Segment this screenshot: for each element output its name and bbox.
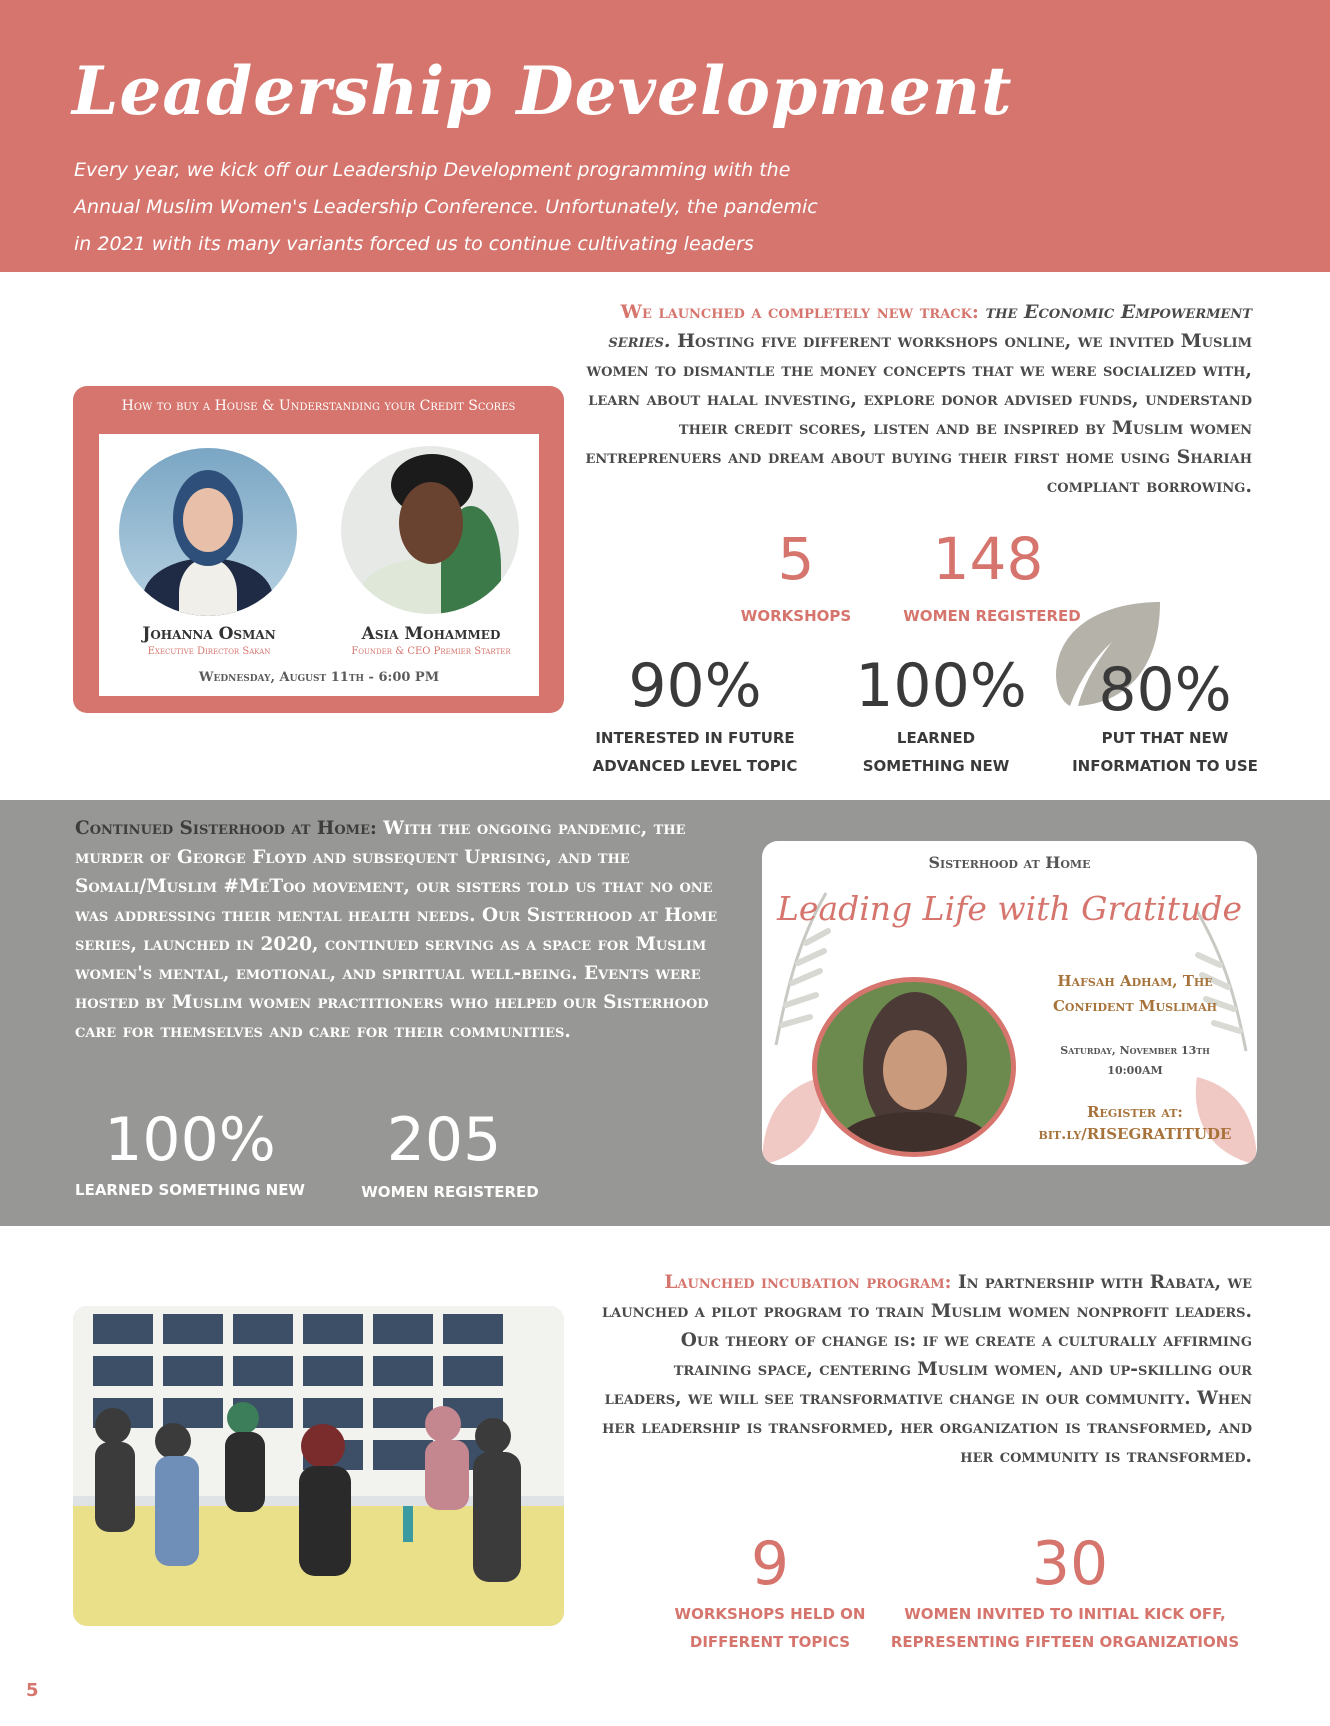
incubation-group-photo	[73, 1306, 564, 1626]
page-number: 5	[26, 1680, 39, 1701]
stat-interested-label-line2: ADVANCED LEVEL TOPIC	[592, 757, 798, 775]
sisterhood-body: With the ongoing pandemic, the murder of George Floyd and subsequent Uprising, and the Somali/Muslim #MeToo movement, our sisters told us that no one was addressing their mental health needs. Our Sisterhood at Home series, launched in 2020, continued serving as a space for Muslim women's mental, emotional, and spiritual well-being. Events were hosted by Muslim women practitioners who helped our Sisterhood care for themselves and care for their communities.	[75, 818, 718, 1042]
intro-paragraph: Every year, we kick off our Leadership Development programming with the Annual Muslim Women's Leadership Conference. Unfortunately, the pandemic in 2021 with its many variants forced us to continue cultivating leaders digitally.	[74, 159, 818, 292]
flyer-body	[99, 434, 539, 696]
stat-used-label-line1: PUT THAT NEW	[1101, 729, 1229, 747]
stat-learned-value: 100%	[855, 651, 1027, 721]
bookshelf-classroom-image	[73, 1306, 564, 1626]
stat-used-label-line2: INFORMATION TO USE	[1072, 757, 1258, 775]
flyer-register-label: Register at:	[1087, 1103, 1183, 1121]
economic-track-name: the Economic Empowerment series.	[608, 301, 1252, 352]
stat-registered-label: WOMEN REGISTERED	[903, 607, 1081, 625]
stat-learned-label-line1: LEARNED	[896, 729, 976, 747]
stat-sisterhood-registered-value: 205	[386, 1105, 502, 1175]
stat-incubation-workshops-line1: WORKSHOPS HELD ON	[674, 1605, 866, 1623]
flyer-date: Wednesday, August 11th - 6:00 PM	[198, 670, 440, 685]
stat-interested-label-line1: INTERESTED IN FUTURE	[595, 729, 795, 747]
stat-used-value: 80%	[1098, 655, 1232, 725]
flyer-speaker-line2: Confident Muslimah	[1052, 997, 1218, 1015]
stat-incubation-women-line2: REPRESENTING FIFTEEN ORGANIZATIONS	[890, 1633, 1240, 1651]
flyer-kicker: Sisterhood at Home	[928, 853, 1091, 872]
stat-interested-value: 90%	[628, 651, 762, 721]
stat-incubation-women-value: 30	[1031, 1529, 1109, 1599]
speaker1-role: Executive Director Sakan	[147, 646, 271, 657]
stat-used-label	[1060, 724, 1270, 780]
stat-registered-value: 148	[932, 525, 1044, 593]
flyer-event-date	[1030, 1041, 1240, 1081]
page-title: Leadership Development	[72, 52, 1013, 130]
flyer-title: How to buy a House & Understanding your Credit Scores	[121, 398, 516, 414]
stat-sisterhood-learned-label: LEARNED SOMETHING NEW	[75, 1181, 305, 1199]
stat-interested-label	[570, 724, 820, 780]
economic-body: Hosting five different workshops online, we invited Muslim women to dismantle the money concepts that we were socialized with, learn about halal investing, explore donor advised funds, understand their credit scores, listen and be inspired by Muslim women entreprenuers and dream about buying their first home using Shariah compliant borrowing.	[585, 330, 1252, 497]
stat-learned-label	[836, 724, 1036, 780]
header-banner	[0, 0, 1330, 292]
speaker2-name: Asia Mohammed	[361, 624, 501, 644]
speaker1-photo	[119, 448, 297, 616]
speaker-photo	[812, 977, 1016, 1157]
incubation-lead: Launched incubation program:	[664, 1272, 952, 1293]
flyer-speaker-line1: Hafsah Adham, The	[1057, 972, 1213, 990]
stat-incubation-workshops-line2: DIFFERENT TOPICS	[689, 1633, 851, 1651]
speaker1-name: Johanna Osman	[142, 624, 276, 644]
flyer-event-title: Leading Life with Gratitude	[777, 889, 1242, 928]
stat-incubation-workshops-value: 9	[750, 1529, 790, 1599]
flyer-speaker	[1030, 969, 1240, 1019]
economic-paragraph	[560, 298, 1252, 501]
stat-learned-label-line2: SOMETHING NEW	[862, 757, 1010, 775]
stat-incubation-women-label	[870, 1600, 1260, 1656]
speaker2-photo	[341, 446, 519, 614]
credit-workshop-flyer	[73, 386, 564, 713]
economic-lead: We launched a completely new track:	[620, 301, 979, 323]
flyer-date-line2: 10:00AM	[1107, 1064, 1163, 1077]
incubation-body: In partnership with Rabata, we launched a pilot program to train Muslim women nonprofit leaders. Our theory of change is: if we create a culturally affirming training space, centering Muslim women, and up-skilling our leaders, we will see transformative change in our community. When her leadership is transformed, her organization is transformed, and her community is transformed.	[602, 1272, 1252, 1467]
stat-workshops-label: WORKSHOPS	[740, 607, 852, 625]
flyer-registration	[1030, 1101, 1240, 1145]
stat-workshops-value: 5	[777, 525, 815, 593]
flyer-date-line1: Saturday, November 13th	[1060, 1044, 1210, 1057]
gratitude-event-flyer	[762, 841, 1257, 1165]
incubation-paragraph	[600, 1268, 1252, 1471]
stat-incubation-women-line1: WOMEN INVITED TO INITIAL KICK OFF,	[904, 1605, 1226, 1623]
stat-incubation-workshops-label	[650, 1600, 890, 1656]
flyer-register-link: bit.ly/RISEGRATITUDE	[1038, 1125, 1232, 1143]
stat-sisterhood-registered-label: WOMEN REGISTERED	[361, 1183, 539, 1201]
speaker2-role: Founder & CEO Premier Starter	[351, 646, 511, 657]
stat-sisterhood-learned-value: 100%	[104, 1105, 276, 1175]
sisterhood-lead: Continued Sisterhood at Home:	[75, 818, 377, 839]
sisterhood-paragraph	[75, 814, 735, 1046]
